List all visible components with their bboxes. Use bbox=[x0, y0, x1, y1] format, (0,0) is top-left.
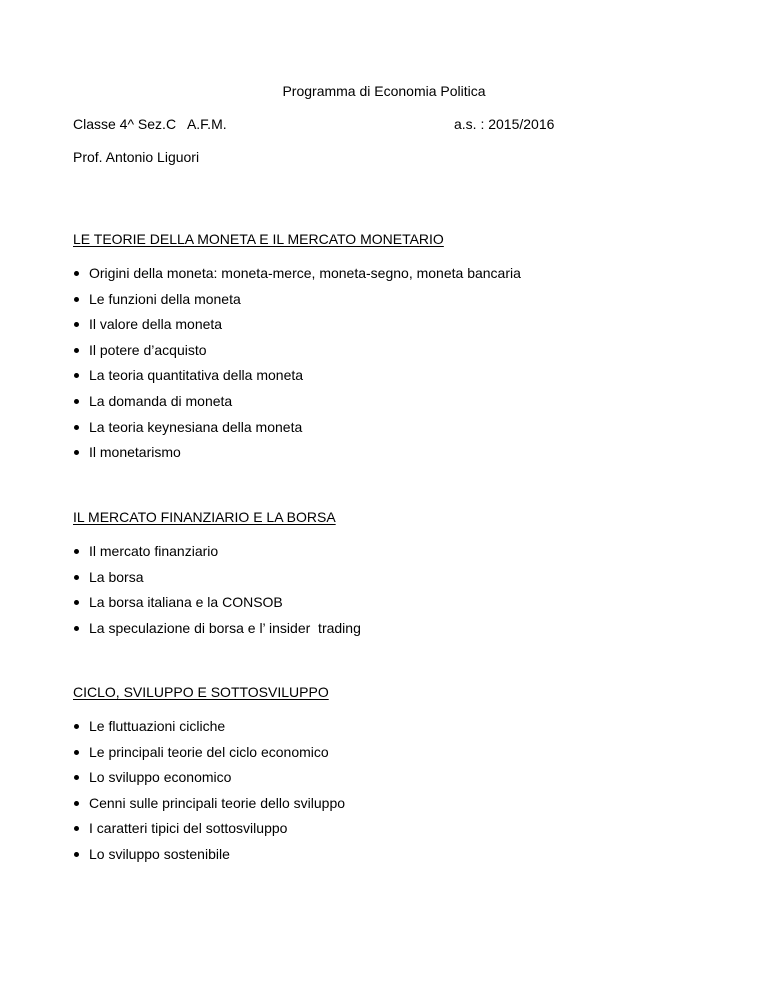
list-item bbox=[73, 769, 733, 795]
list-item-text: La speculazione di borsa e l’ insider trading bbox=[89, 619, 361, 636]
list-item-text: Le fluttuazioni cicliche bbox=[89, 718, 226, 734]
bullet-icon bbox=[74, 549, 79, 554]
list-item-text: La teoria quantitativa della moneta bbox=[89, 367, 304, 384]
bullet-icon bbox=[74, 600, 79, 605]
list-item-text: Il mercato finanziario bbox=[89, 543, 219, 559]
list-item bbox=[73, 846, 733, 872]
bullet-icon bbox=[74, 322, 79, 327]
bullet-icon bbox=[74, 724, 79, 729]
list-item-text: Il potere d’acquisto bbox=[89, 341, 207, 358]
bullet-icon bbox=[74, 801, 79, 806]
list-item bbox=[73, 367, 733, 393]
list-item bbox=[73, 342, 733, 368]
bullet-icon bbox=[74, 626, 79, 631]
list-item-text: La borsa italiana e la CONSOB bbox=[89, 594, 283, 611]
school-year: a.s. : 2015/2016 bbox=[454, 116, 555, 132]
bullet-icon bbox=[74, 348, 79, 353]
bullet-icon bbox=[74, 271, 79, 276]
list-item bbox=[73, 569, 733, 595]
list-item bbox=[73, 444, 733, 470]
list-item-text: I caratteri tipici del sottosviluppo bbox=[89, 820, 288, 837]
list-item bbox=[73, 594, 733, 620]
list-item bbox=[73, 795, 733, 821]
list-item-text: La domanda di moneta bbox=[89, 392, 233, 409]
bullet-icon bbox=[74, 826, 79, 831]
list-item-text: Cenni sulle principali teorie dello sviluppo bbox=[89, 794, 346, 811]
section-title: IL MERCATO FINANZIARIO E LA BORSA bbox=[73, 509, 336, 525]
topic-list bbox=[73, 543, 733, 645]
list-item bbox=[73, 265, 733, 291]
list-item bbox=[73, 543, 733, 569]
list-item-text: Il monetarismo bbox=[89, 444, 181, 461]
professor-name: Prof. Antonio Liguori bbox=[73, 149, 200, 165]
list-item bbox=[73, 291, 733, 317]
list-item-text: Lo sviluppo sostenibile bbox=[89, 845, 230, 862]
list-item bbox=[73, 620, 733, 646]
topic-list bbox=[73, 265, 733, 470]
bullet-icon bbox=[74, 775, 79, 780]
section-ciclo bbox=[73, 684, 733, 872]
bullet-icon bbox=[74, 425, 79, 430]
list-item bbox=[73, 718, 733, 744]
bullet-icon bbox=[74, 750, 79, 755]
list-item-text: La teoria keynesiana della moneta bbox=[89, 418, 303, 435]
class-info: Classe 4^ Sez.C A.F.M. bbox=[73, 116, 227, 132]
list-item-text: Le funzioni della moneta bbox=[89, 290, 241, 307]
bullet-icon bbox=[74, 575, 79, 580]
list-item-text: Origini della moneta: moneta-merce, moneta-segno, moneta bancaria bbox=[89, 265, 521, 281]
list-item bbox=[73, 820, 733, 846]
section-moneta bbox=[73, 231, 733, 470]
list-item-text: Le principali teorie del ciclo economico bbox=[89, 743, 329, 760]
list-item bbox=[73, 393, 733, 419]
topic-list bbox=[73, 718, 733, 872]
list-item-text: Il valore della moneta bbox=[89, 316, 223, 333]
list-item bbox=[73, 419, 733, 445]
bullet-icon bbox=[74, 297, 79, 302]
list-item-text: La borsa bbox=[89, 568, 144, 585]
list-item bbox=[73, 744, 733, 770]
bullet-icon bbox=[74, 399, 79, 404]
list-item bbox=[73, 316, 733, 342]
bullet-icon bbox=[74, 450, 79, 455]
section-title: CICLO, SVILUPPO E SOTTOSVILUPPO bbox=[73, 684, 329, 700]
section-borsa bbox=[73, 509, 733, 645]
list-item-text: Lo sviluppo economico bbox=[89, 769, 232, 786]
bullet-icon bbox=[74, 852, 79, 857]
bullet-icon bbox=[74, 373, 79, 378]
section-title: LE TEORIE DELLA MONETA E IL MERCATO MONETARIO bbox=[73, 231, 444, 247]
document-title: Programma di Economia Politica bbox=[282, 83, 486, 99]
